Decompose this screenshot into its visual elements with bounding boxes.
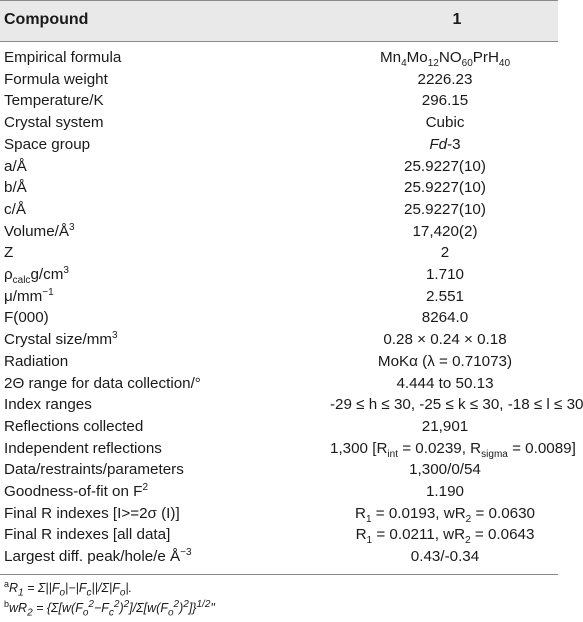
row-value: 0.28 × 0.24 × 0.18	[383, 331, 507, 349]
table-row	[0, 351, 558, 373]
table-row	[0, 524, 558, 546]
table-row	[0, 47, 558, 69]
table-row	[0, 134, 558, 156]
row-label: Data/restraints/parameters	[4, 461, 184, 479]
footnote-a: $^aR_1 = \Sigma||F_o|-|F_c||/\Sigma|F_o|$.	[4, 578, 133, 599]
table-header	[0, 0, 558, 42]
row-label: Empirical formula	[4, 49, 122, 66]
row-value: $R_1 = 0.0211$, $wR_2 = 0.0643$	[355, 526, 535, 547]
row-label: Index ranges	[4, 396, 92, 414]
row-value: 25.9227(10)	[404, 179, 486, 197]
table-row	[0, 221, 558, 243]
row-label: Goodness-of-fit on $F^2$	[4, 481, 149, 500]
table-row	[0, 156, 558, 178]
header-compound: Compound	[4, 11, 89, 28]
row-value: 2	[440, 244, 450, 262]
row-value: 2.551	[425, 287, 464, 305]
table-row	[0, 373, 558, 395]
row-label: Space group	[4, 135, 91, 153]
row-value: 21,901	[421, 417, 469, 435]
table-bottom-rule	[0, 574, 558, 575]
table-row	[0, 177, 558, 199]
row-label: Crystal size/$mm^3$	[4, 330, 118, 349]
table-row	[0, 307, 558, 329]
footnote-b: $^bwR_2 = \{\Sigma[w(F_o^2-F_c^2)^2]/\Sigma[w(F_o^2)^2]\}^{1/2}$"	[4, 598, 215, 619]
row-label: F(000)	[4, 309, 49, 327]
row-label: Independent reflections	[4, 439, 162, 457]
row-label: Crystal system	[4, 114, 104, 132]
table-row	[0, 481, 558, 503]
row-label: Radiation	[4, 352, 69, 370]
row-value: 0.43/-0.34	[410, 548, 480, 566]
row-label: Temperature/K	[4, 92, 104, 110]
row-value: 1,300 [$R_{int} = 0.0239$, $R_{sigma} = 0.0089$]	[330, 439, 576, 460]
table-row	[0, 264, 558, 286]
table-row	[0, 242, 558, 264]
row-label: c/Å	[4, 200, 26, 218]
row-value: 1.710	[425, 266, 464, 283]
row-value: 25.9227(10)	[404, 157, 486, 175]
row-value: 2226.23	[417, 70, 473, 88]
row-value: $Mn_4Mo_{12}NO_{60}PrH_{40}$	[379, 49, 511, 70]
table-row	[0, 546, 558, 568]
table-row	[0, 90, 558, 112]
table-row	[0, 199, 558, 221]
row-label: Volume/$Å^3$	[4, 221, 75, 240]
row-value: Cubic	[425, 114, 465, 132]
row-value: 8264.0	[421, 309, 469, 327]
row-label: Z	[4, 244, 14, 262]
table-row	[0, 329, 558, 351]
table-row	[0, 416, 558, 438]
row-value: 17,420(2)	[412, 222, 478, 240]
row-label: 2Θ range for data collection/°	[4, 374, 201, 392]
row-value: 1.190	[425, 483, 464, 500]
row-label: Final R indexes [I>=2σ (I)]	[4, 504, 180, 522]
table-row	[0, 459, 558, 481]
row-value: 4.444 to 50.13	[396, 374, 494, 392]
row-label: a/Å	[4, 157, 27, 175]
row-value: $R_1 = 0.0193$, $wR_2 = 0.0630$	[355, 504, 535, 525]
table-row	[0, 112, 558, 134]
row-value: 25.9227(10)	[404, 200, 486, 218]
row-label: Final R indexes [all data]	[4, 526, 171, 544]
row-label: Formula weight	[4, 70, 108, 88]
row-label: $\mu/mm^{-1}$	[4, 286, 54, 305]
row-value: Fd-3	[429, 135, 461, 153]
table-row	[0, 438, 576, 460]
row-label: b/Å	[4, 179, 27, 197]
table-row	[0, 503, 558, 525]
row-label: Reflections collected	[4, 417, 144, 435]
row-value: 1,300/0/54	[409, 461, 481, 479]
row-label: $\rho_{calc}g/cm^3$	[4, 264, 69, 287]
row-value: -29 ≤ h ≤ 30, -25 ≤ k ≤ 30, -18 ≤ l ≤ 30	[330, 396, 583, 414]
row-label: Largest diff. peak/hole/e $Å^{-3}$	[4, 547, 192, 566]
table-row	[0, 69, 558, 91]
row-value: 296.15	[421, 92, 469, 110]
table-row	[0, 394, 583, 416]
header-compound-number: 1	[452, 11, 462, 28]
row-value: MoKα (λ = 0.71073)	[377, 352, 513, 370]
table-row	[0, 286, 558, 308]
